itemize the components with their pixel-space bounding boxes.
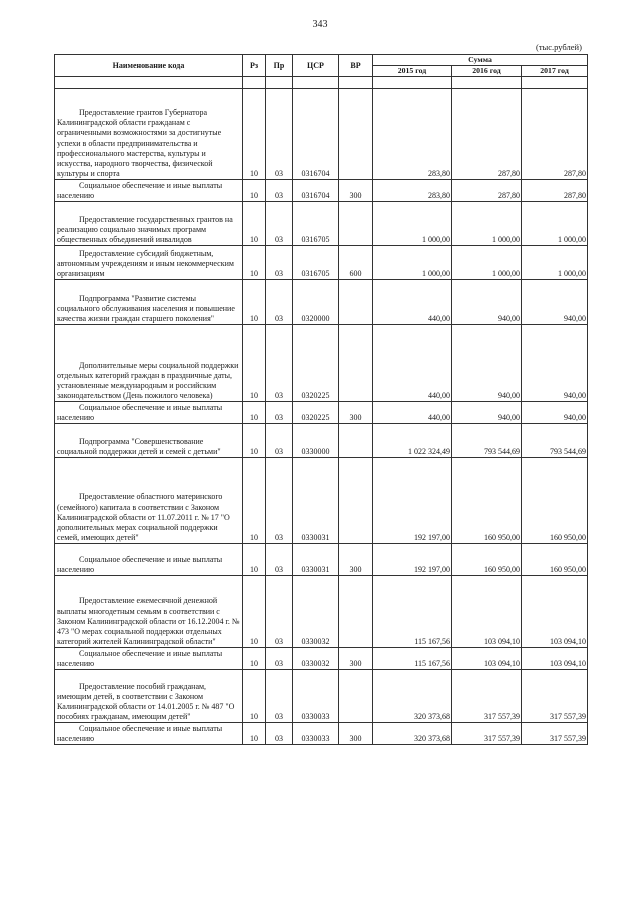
header-2017: 2017 год xyxy=(522,66,588,77)
row-rz: 10 xyxy=(243,89,266,180)
table-row xyxy=(55,648,588,670)
row-vr xyxy=(339,202,373,246)
row-value-2016: 317 557,39 xyxy=(452,723,522,745)
row-value-2017: 1 000,00 xyxy=(522,202,588,246)
row-value-2017: 940,00 xyxy=(522,325,588,402)
row-pr: 03 xyxy=(266,670,293,723)
row-pr: 03 xyxy=(266,180,293,202)
row-vr: 300 xyxy=(339,402,373,424)
row-value-2016: 940,00 xyxy=(452,280,522,325)
row-pr: 03 xyxy=(266,458,293,544)
row-pr: 03 xyxy=(266,325,293,402)
row-value-2017: 317 557,39 xyxy=(522,723,588,745)
row-name: Социальное обеспечение и иные выплаты населению xyxy=(57,724,223,744)
row-value-2017: 317 557,39 xyxy=(522,670,588,723)
row-pr: 03 xyxy=(266,723,293,745)
row-name-cell xyxy=(55,280,243,325)
row-csr: 0330031 xyxy=(293,458,339,544)
row-value-2017: 287,80 xyxy=(522,180,588,202)
row-value-2015: 1 000,00 xyxy=(373,202,452,246)
row-vr xyxy=(339,576,373,648)
table-row xyxy=(55,202,588,246)
row-value-2016: 1 000,00 xyxy=(452,246,522,280)
row-name: Предоставление областного материнского (семейного) капитала в соответствии с Законом Калининградской области от 11.07.2011 г. № 17 "О дополнительных мерах социальной поддержки семей, имеющих детей" xyxy=(57,492,230,543)
header-pr: Пр xyxy=(266,55,293,77)
row-rz: 10 xyxy=(243,576,266,648)
row-value-2016: 317 557,39 xyxy=(452,670,522,723)
page-number: 343 xyxy=(312,19,328,30)
row-vr xyxy=(339,89,373,180)
row-csr: 0330033 xyxy=(293,670,339,723)
row-value-2015: 283,80 xyxy=(373,89,452,180)
row-name: Социальное обеспечение и иные выплаты населению xyxy=(57,649,223,669)
row-value-2016: 940,00 xyxy=(452,402,522,424)
row-value-2017: 287,80 xyxy=(522,89,588,180)
row-name: Социальное обеспечение и иные выплаты населению xyxy=(57,181,223,201)
row-rz: 10 xyxy=(243,180,266,202)
table-row xyxy=(55,424,588,458)
row-csr: 0316705 xyxy=(293,246,339,280)
row-rz: 10 xyxy=(243,280,266,325)
row-value-2016: 287,80 xyxy=(452,89,522,180)
row-name: Предоставление пособий гражданам, имеющим детей, в соответствии с Законом Калининградской области от 14.01.2005 г. № 487 "О пособиях гражданам, имеющим детей" xyxy=(57,681,235,722)
row-vr xyxy=(339,670,373,723)
row-pr: 03 xyxy=(266,89,293,180)
row-pr: 03 xyxy=(266,246,293,280)
row-rz: 10 xyxy=(243,402,266,424)
row-value-2017: 940,00 xyxy=(522,402,588,424)
row-rz: 10 xyxy=(243,670,266,723)
row-rz: 10 xyxy=(243,202,266,246)
table-row xyxy=(55,280,588,325)
row-value-2016: 1 000,00 xyxy=(452,202,522,246)
header-csr: ЦСР xyxy=(293,55,339,77)
row-vr xyxy=(339,458,373,544)
row-csr: 0330033 xyxy=(293,723,339,745)
row-vr xyxy=(339,325,373,402)
row-value-2016: 940,00 xyxy=(452,325,522,402)
row-value-2015: 440,00 xyxy=(373,402,452,424)
row-value-2015: 320 373,68 xyxy=(373,723,452,745)
row-vr xyxy=(339,424,373,458)
row-name-cell xyxy=(55,246,243,280)
row-value-2016: 160 950,00 xyxy=(452,544,522,576)
row-value-2017: 160 950,00 xyxy=(522,458,588,544)
row-pr: 03 xyxy=(266,424,293,458)
row-name-cell xyxy=(55,648,243,670)
row-value-2016: 103 094,10 xyxy=(452,648,522,670)
table-row xyxy=(55,544,588,576)
row-name: Предоставление субсидий бюджетным, автономным учреждениям и иным некоммерческим организациям xyxy=(57,248,234,279)
row-value-2015: 115 167,56 xyxy=(373,648,452,670)
row-csr: 0316705 xyxy=(293,202,339,246)
row-name-cell xyxy=(55,670,243,723)
row-rz: 10 xyxy=(243,246,266,280)
row-rz: 10 xyxy=(243,325,266,402)
row-value-2016: 103 094,10 xyxy=(452,576,522,648)
row-csr: 0320225 xyxy=(293,402,339,424)
row-value-2015: 320 373,68 xyxy=(373,670,452,723)
row-vr: 300 xyxy=(339,723,373,745)
row-value-2017: 103 094,10 xyxy=(522,648,588,670)
table-row xyxy=(55,89,588,180)
row-name-cell xyxy=(55,202,243,246)
row-pr: 03 xyxy=(266,202,293,246)
row-name: Предоставление грантов Губернатора Калининградской области гражданам с ограниченными возможностями за достигнутые успехи в области предпринимательства и профессионального мастерства, культуры и искусства, народного творчества, физической культуры и спорта xyxy=(57,107,222,179)
row-value-2016: 287,80 xyxy=(452,180,522,202)
row-value-2015: 1 022 324,49 xyxy=(373,424,452,458)
row-name: Социальное обеспечение и иные выплаты населению xyxy=(57,403,223,423)
row-value-2017: 940,00 xyxy=(522,280,588,325)
row-name-cell xyxy=(55,544,243,576)
budget-table xyxy=(54,54,588,745)
row-name-cell xyxy=(55,723,243,745)
row-name: Подпрограмма "Развитие системы социального обслуживания населения и повышение качества жизни граждан старшего поколения" xyxy=(57,293,235,324)
row-value-2017: 160 950,00 xyxy=(522,544,588,576)
row-value-2015: 283,80 xyxy=(373,180,452,202)
table-row xyxy=(55,723,588,745)
row-pr: 03 xyxy=(266,402,293,424)
row-vr: 300 xyxy=(339,544,373,576)
row-rz: 10 xyxy=(243,458,266,544)
row-csr: 0316704 xyxy=(293,89,339,180)
row-csr: 0330032 xyxy=(293,648,339,670)
row-name: Дополнительные меры социальной поддержки отдельных категорий граждан в праздничные даты, установленные международным и российским законодательством (День пожилого человека) xyxy=(57,360,239,401)
row-value-2016: 160 950,00 xyxy=(452,458,522,544)
row-csr: 0320225 xyxy=(293,325,339,402)
header-2016: 2016 год xyxy=(452,66,522,77)
row-vr: 300 xyxy=(339,180,373,202)
row-pr: 03 xyxy=(266,648,293,670)
row-vr: 600 xyxy=(339,246,373,280)
row-name-cell xyxy=(55,458,243,544)
row-value-2017: 1 000,00 xyxy=(522,246,588,280)
header-vr: ВР xyxy=(339,55,373,77)
row-csr: 0320000 xyxy=(293,280,339,325)
header-rz: Рз xyxy=(243,55,266,77)
row-value-2015: 1 000,00 xyxy=(373,246,452,280)
row-rz: 10 xyxy=(243,424,266,458)
row-name-cell xyxy=(55,424,243,458)
table-row xyxy=(55,402,588,424)
row-name: Социальное обеспечение и иные выплаты населению xyxy=(57,555,223,575)
table-row xyxy=(55,458,588,544)
table-row xyxy=(55,576,588,648)
row-rz: 10 xyxy=(243,723,266,745)
row-value-2015: 192 197,00 xyxy=(373,544,452,576)
row-name-cell xyxy=(55,89,243,180)
row-value-2015: 192 197,00 xyxy=(373,458,452,544)
row-name: Предоставление государственных грантов на реализацию социально значимых программ общественных объединений инвалидов xyxy=(57,214,233,245)
row-pr: 03 xyxy=(266,576,293,648)
row-vr xyxy=(339,280,373,325)
row-rz: 10 xyxy=(243,648,266,670)
row-vr: 300 xyxy=(339,648,373,670)
row-name-cell xyxy=(55,180,243,202)
row-name: Предоставление ежемесячной денежной выплаты многодетным семьям в соответствии с Законом Калининградской области от 16.12.2004 г. № 473 "О мерах социальной поддержки отдельных категорий жителей Калининградской области" xyxy=(57,596,240,647)
table-row xyxy=(55,670,588,723)
row-name-cell xyxy=(55,576,243,648)
row-value-2015: 440,00 xyxy=(373,280,452,325)
header-2015: 2015 год xyxy=(373,66,452,77)
row-csr: 0330031 xyxy=(293,544,339,576)
row-rz: 10 xyxy=(243,544,266,576)
row-pr: 03 xyxy=(266,280,293,325)
table-row xyxy=(55,246,588,280)
row-name-cell xyxy=(55,325,243,402)
row-value-2017: 103 094,10 xyxy=(522,576,588,648)
header-sum: Сумма xyxy=(373,55,588,66)
row-csr: 0330032 xyxy=(293,576,339,648)
row-name-cell xyxy=(55,402,243,424)
header-name: Наименование кода xyxy=(55,55,243,77)
row-csr: 0316704 xyxy=(293,180,339,202)
units-label: (тыс.рублей) xyxy=(536,42,582,52)
table-row xyxy=(55,325,588,402)
row-name: Подпрограмма "Совершенствование социальной поддержки детей и семей с детьми" xyxy=(57,437,221,457)
row-csr: 0330000 xyxy=(293,424,339,458)
row-value-2015: 115 167,56 xyxy=(373,576,452,648)
table-row xyxy=(55,180,588,202)
row-value-2017: 793 544,69 xyxy=(522,424,588,458)
row-value-2016: 793 544,69 xyxy=(452,424,522,458)
row-pr: 03 xyxy=(266,544,293,576)
row-value-2015: 440,00 xyxy=(373,325,452,402)
